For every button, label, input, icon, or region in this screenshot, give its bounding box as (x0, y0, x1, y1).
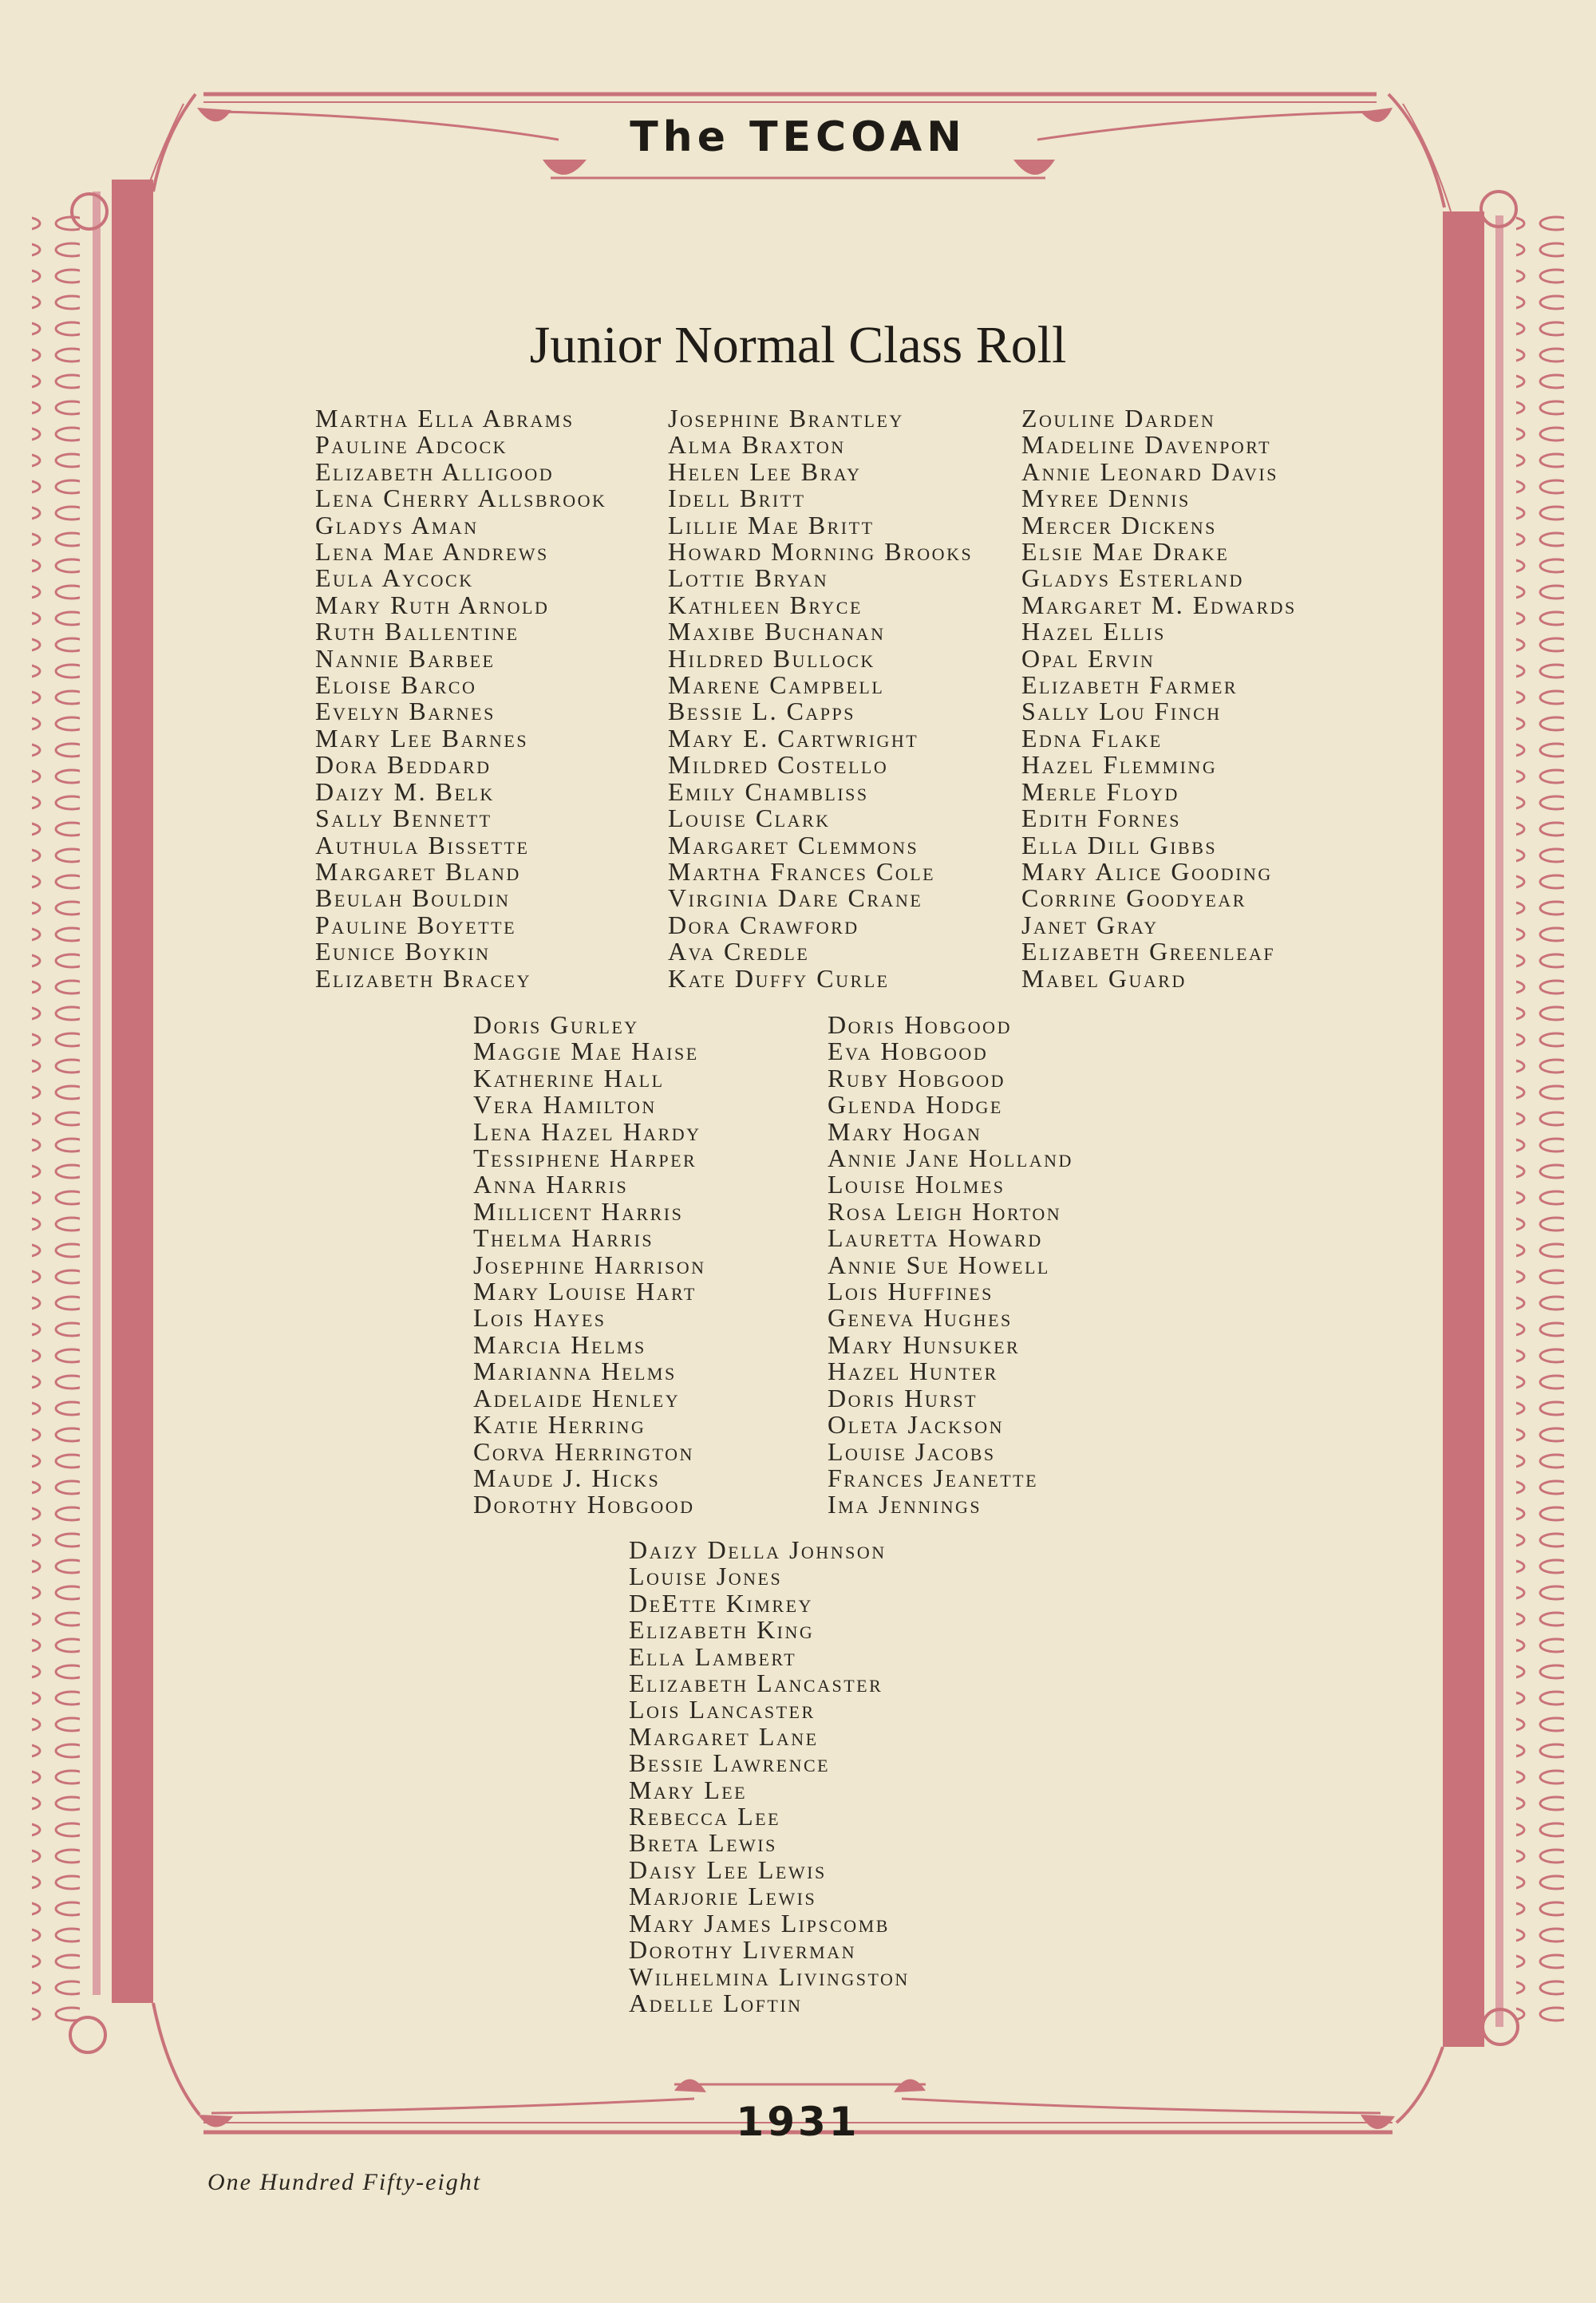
list-item: Edith Fornes (1021, 804, 1182, 833)
list-item: Helen Lee Bray (668, 456, 862, 486)
list-item: Mabel Guard (1021, 963, 1187, 993)
bottom-right-ornament (1361, 2115, 1395, 2129)
list-item: Hildred Bullock (668, 643, 875, 673)
list-item: Elizabeth Bracey (315, 963, 531, 993)
list-item: Marjorie Lewis (629, 1882, 817, 1911)
left-coil-strip (32, 215, 80, 2027)
list-item: Doris Gurley (473, 1010, 639, 1039)
list-item: Emily Chambliss (668, 776, 869, 806)
list-item: Sally Lou Finch (1021, 697, 1222, 726)
list-item: Beulah Bouldin (315, 883, 511, 913)
list-item: Ima Jennings (828, 1490, 982, 1519)
list-item: Annie Leonard Davis (1021, 456, 1278, 486)
list-item: Marcia Helms (473, 1329, 646, 1359)
list-item: Eva Hobgood (828, 1037, 989, 1066)
roll-column-4 (473, 1012, 705, 1519)
list-item: Mary Hunsuker (828, 1329, 1021, 1359)
list-item: Daizy Della Johnson (629, 1535, 887, 1564)
list-item: Eloise Barco (315, 670, 477, 700)
list-item: Lois Lancaster (629, 1695, 816, 1724)
list-item: Hazel Flemming (1021, 750, 1218, 780)
list-item: Lottie Bryan (668, 563, 829, 593)
list-item: Dorothy Liverman (629, 1935, 856, 1965)
right-border-bar (1443, 211, 1484, 2047)
list-item: Annie Sue Howell (828, 1250, 1050, 1279)
list-item: Nannie Barbee (315, 643, 496, 673)
list-item: Louise Jacobs (828, 1436, 996, 1466)
list-item: Eula Aycock (315, 563, 474, 593)
list-item: Adelle Loftin (629, 1988, 803, 2017)
list-item: Ava Credle (668, 937, 810, 966)
list-item: Lillie Mae Britt (668, 510, 875, 539)
top-right-ornament (1361, 108, 1393, 122)
list-item: DeEtte Kimrey (629, 1588, 813, 1618)
list-item: Dora Beddard (315, 750, 492, 780)
list-item: Mary Ruth Arnold (315, 590, 550, 619)
list-item: Hazel Ellis (1021, 617, 1166, 646)
list-item: Elizabeth Greenleaf (1021, 937, 1276, 966)
list-item: Authula Bissette (315, 830, 530, 859)
right-coil-strip (1516, 215, 1564, 2027)
list-item: Ruby Hobgood (828, 1063, 1006, 1092)
roll-column-2 (668, 405, 973, 992)
list-item: Bessie Lawrence (629, 1748, 831, 1778)
list-item: Madeline Davenport (1021, 430, 1272, 460)
list-item: Mary Lee (629, 1775, 748, 1804)
list-item: Margaret Bland (315, 856, 521, 886)
list-item: Daisy Lee Lewis (629, 1855, 827, 1884)
list-item: Glenda Hodge (828, 1090, 1003, 1120)
list-item: Katie Herring (473, 1410, 646, 1440)
list-item: Doris Hobgood (828, 1010, 1012, 1039)
list-item: Margaret Lane (629, 1721, 819, 1751)
list-item: Wilhelmina Livingston (629, 1961, 910, 1991)
list-item: Corva Herrington (473, 1436, 694, 1466)
list-item: Geneva Hughes (828, 1303, 1013, 1333)
list-item: Millicent Harris (473, 1196, 684, 1226)
list-item: Lauretta Howard (828, 1223, 1043, 1253)
roll-column-1 (315, 405, 606, 992)
list-item: Mary Hogan (828, 1116, 982, 1146)
list-item: Edna Flake (1021, 723, 1163, 753)
list-item: Pauline Adcock (315, 430, 508, 460)
roll-column-3 (1021, 405, 1297, 992)
list-item: Mary Alice Gooding (1021, 856, 1273, 886)
list-item: Margaret Clemmons (668, 830, 919, 859)
list-item: Howard Morning Brooks (668, 537, 974, 567)
list-item: Elsie Mae Drake (1021, 537, 1230, 567)
page-number: One Hundred Fifty-eight (207, 2169, 482, 2195)
list-item: Maxibe Buchanan (668, 617, 886, 646)
list-item: Marene Campbell (668, 670, 885, 700)
list-item: Pauline Boyette (315, 910, 517, 939)
list-item: Maggie Mae Haise (473, 1037, 699, 1066)
list-item: Margaret M. Edwards (1021, 590, 1297, 619)
list-item: Mary James Lipscomb (629, 1908, 890, 1938)
list-item: Mary E. Cartwright (668, 723, 919, 753)
list-item: Eunice Boykin (315, 937, 491, 966)
list-item: Kathleen Bryce (668, 590, 863, 619)
list-item: Dora Crawford (668, 910, 859, 939)
list-item: Ella Dill Gibbs (1021, 830, 1218, 859)
list-item: Janet Gray (1021, 910, 1159, 939)
list-item: Martha Frances Cole (668, 856, 936, 886)
list-item: Katherine Hall (473, 1063, 665, 1092)
bottom-left-ornament (198, 2115, 233, 2127)
list-item: Gladys Aman (315, 510, 479, 539)
list-item: Mary Lee Barnes (315, 723, 529, 753)
list-item: Lois Huffines (828, 1277, 994, 1306)
roll-column-6 (629, 1537, 910, 2017)
left-border-bar (112, 180, 153, 2003)
list-item: Daizy M. Belk (315, 776, 495, 806)
list-item: Thelma Harris (473, 1223, 654, 1253)
list-item: Mildred Costello (668, 750, 889, 780)
list-item: Rebecca Lee (629, 1802, 781, 1831)
list-item: Josephine Brantley (668, 404, 904, 433)
roll-column-5 (828, 1012, 1073, 1519)
list-item: Bessie L. Capps (668, 697, 856, 726)
list-item: Corrine Goodyear (1021, 883, 1246, 913)
list-item: Idell Britt (668, 484, 806, 513)
list-item: Adelaide Henley (473, 1383, 681, 1412)
list-item: Mercer Dickens (1021, 510, 1217, 539)
list-item: Maude J. Hicks (473, 1463, 661, 1492)
header-title: The TECOAN (630, 113, 966, 161)
list-item: Lois Hayes (473, 1303, 606, 1333)
list-item: Louise Jones (629, 1562, 783, 1591)
list-item: Lena Hazel Hardy (473, 1116, 701, 1146)
footer-year: 1931 (736, 2099, 860, 2145)
list-item: Breta Lewis (629, 1828, 777, 1858)
list-item: Evelyn Barnes (315, 697, 496, 726)
list-item: Zouline Darden (1021, 404, 1216, 433)
list-item: Frances Jeanette (828, 1463, 1039, 1492)
list-item: Doris Hurst (828, 1383, 978, 1412)
list-item: Elizabeth Farmer (1021, 670, 1238, 700)
list-item: Ruth Ballentine (315, 617, 519, 646)
list-item: Martha Ella Abrams (315, 404, 575, 433)
list-item: Rosa Leigh Horton (828, 1196, 1062, 1226)
list-item: Mary Louise Hart (473, 1277, 697, 1306)
list-item: Elizabeth Alligood (315, 456, 555, 486)
list-item: Sally Bennett (315, 804, 492, 833)
top-left-ornament (197, 108, 231, 121)
list-item: Louise Holmes (828, 1170, 1005, 1199)
list-item: Virginia Dare Crane (668, 883, 923, 913)
list-item: Ella Lambert (629, 1641, 797, 1671)
list-item: Hazel Hunter (828, 1357, 998, 1386)
list-item: Kate Duffy Curle (668, 963, 890, 993)
list-item: Lena Mae Andrews (315, 537, 549, 567)
list-item: Vera Hamilton (473, 1090, 657, 1120)
list-item: Lena Cherry Allsbrook (315, 484, 607, 513)
list-item: Alma Braxton (668, 430, 846, 460)
list-item: Gladys Esterland (1021, 563, 1244, 593)
list-item: Marianna Helms (473, 1357, 677, 1386)
list-item: Tessiphene Harper (473, 1144, 697, 1173)
list-item: Anna Harris (473, 1170, 629, 1199)
list-item: Myree Dennis (1021, 484, 1191, 513)
list-item: Opal Ervin (1021, 643, 1156, 673)
list-item: Josephine Harrison (473, 1250, 706, 1279)
list-item: Elizabeth Lancaster (629, 1669, 883, 1698)
list-item: Louise Clark (668, 804, 831, 833)
list-item: Annie Jane Holland (828, 1144, 1073, 1173)
list-item: Oleta Jackson (828, 1410, 1004, 1440)
list-item: Merle Floyd (1021, 776, 1179, 806)
list-item: Dorothy Hobgood (473, 1490, 695, 1519)
page-title: Junior Normal Class Roll (529, 316, 1067, 374)
list-item: Elizabeth King (629, 1615, 815, 1645)
